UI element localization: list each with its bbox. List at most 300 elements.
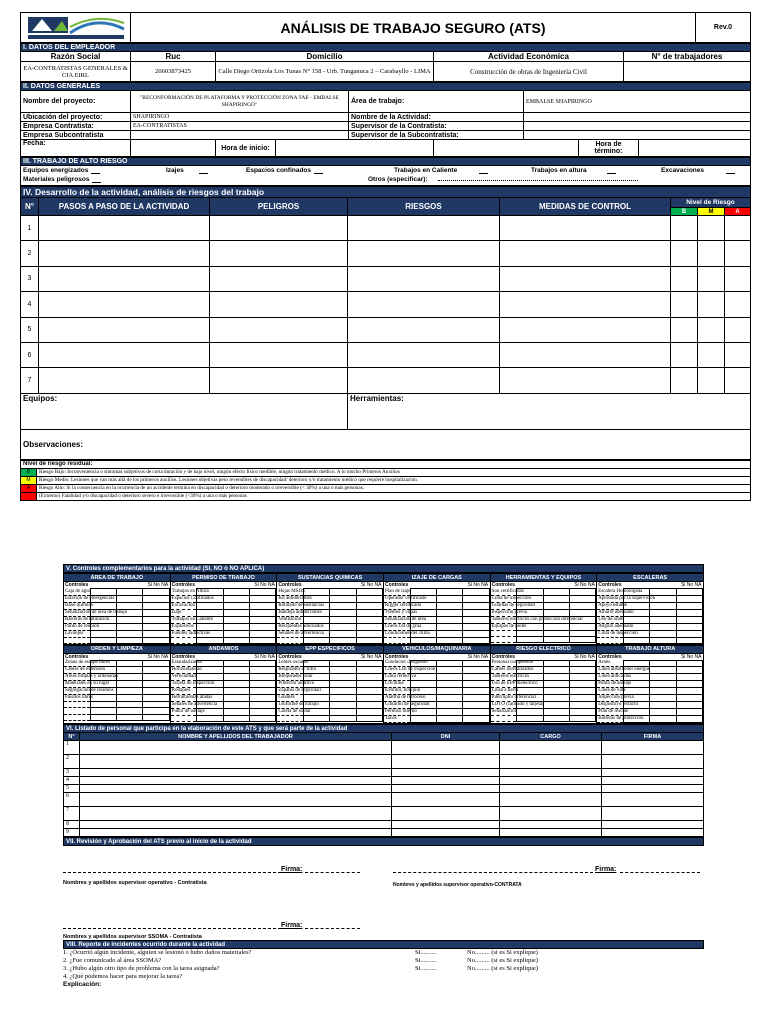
personnel-cell-cargo[interactable]: [500, 741, 602, 755]
control-check-na[interactable]: [356, 630, 382, 637]
control-check-na[interactable]: [356, 709, 382, 716]
control-check-si[interactable]: [90, 602, 116, 609]
control-check-no[interactable]: [223, 709, 249, 716]
control-check-na[interactable]: [463, 709, 489, 716]
control-check-na[interactable]: [250, 630, 276, 637]
explicacion-label[interactable]: Explicación:: [63, 981, 102, 989]
control-check-no[interactable]: [650, 623, 676, 630]
control-check-no[interactable]: [223, 602, 249, 609]
control-check-na[interactable]: [463, 630, 489, 637]
personnel-cell-firma[interactable]: [602, 769, 704, 777]
personnel-cell-dni[interactable]: [392, 777, 500, 785]
control-check-na[interactable]: [463, 623, 489, 630]
control-check-na[interactable]: [356, 688, 382, 695]
personnel-cell-firma[interactable]: [602, 755, 704, 769]
control-check-no[interactable]: [437, 709, 463, 716]
control-check-si[interactable]: [304, 616, 330, 623]
hr-materiales-peligrosos[interactable]: [23, 176, 101, 183]
signature-line-ssoma[interactable]: [63, 928, 281, 929]
control-check-no[interactable]: [650, 667, 676, 674]
control-check-na[interactable]: [676, 716, 702, 723]
risk-cell-nivel-a[interactable]: [725, 216, 751, 241]
control-check-na[interactable]: [356, 595, 382, 602]
control-check-no[interactable]: [223, 716, 249, 722]
checkbox[interactable]: [314, 167, 323, 174]
control-check-na[interactable]: [143, 714, 169, 720]
risk-cell-paso[interactable]: [39, 342, 210, 367]
risk-cell-peligro[interactable]: [210, 266, 348, 291]
control-check-si[interactable]: [624, 616, 650, 623]
control-check-no[interactable]: [330, 702, 356, 709]
control-check-na[interactable]: [356, 695, 382, 702]
risk-cell-nivel-m[interactable]: [698, 317, 725, 342]
personnel-cell-nombre[interactable]: [80, 785, 392, 793]
control-check-no[interactable]: [223, 609, 249, 616]
risk-cell-riesgo[interactable]: [348, 317, 500, 342]
hora-inicio-value[interactable]: [276, 140, 434, 157]
control-check-na[interactable]: [143, 609, 169, 616]
control-check-no[interactable]: [650, 616, 676, 623]
control-check-no[interactable]: [543, 609, 569, 616]
risk-cell-paso[interactable]: [39, 317, 210, 342]
checkbox[interactable]: [91, 167, 100, 174]
control-check-no[interactable]: [330, 695, 356, 702]
personnel-cell-firma[interactable]: [602, 777, 704, 785]
control-check-na[interactable]: [463, 602, 489, 609]
hr-trabajos-caliente[interactable]: [394, 167, 488, 174]
personnel-cell-cargo[interactable]: [500, 755, 602, 769]
control-check-si[interactable]: [90, 695, 116, 702]
hr-excavaciones[interactable]: [661, 167, 735, 174]
control-check-no[interactable]: [437, 602, 463, 609]
control-check-no[interactable]: [223, 674, 249, 681]
control-check-na[interactable]: [463, 688, 489, 695]
personnel-cell-nombre[interactable]: [80, 741, 392, 755]
risk-cell-nivel-m[interactable]: [698, 266, 725, 291]
control-check-na[interactable]: [463, 681, 489, 688]
control-check-no[interactable]: [330, 709, 356, 716]
control-check-no[interactable]: [543, 688, 569, 695]
control-check-no[interactable]: [223, 616, 249, 623]
control-check-si[interactable]: [90, 714, 116, 720]
risk-cell-nivel-a[interactable]: [725, 266, 751, 291]
risk-cell-peligro[interactable]: [210, 342, 348, 367]
control-check-no[interactable]: [543, 695, 569, 702]
control-check-na[interactable]: [250, 623, 276, 630]
personnel-cell-dni[interactable]: [392, 793, 500, 807]
checkbox[interactable]: [92, 176, 101, 183]
control-check-na[interactable]: [250, 688, 276, 695]
actividad-value[interactable]: Construcción de obras de Ingeniería Civil: [434, 62, 624, 82]
control-check-na[interactable]: [143, 688, 169, 695]
control-check-si[interactable]: [517, 688, 543, 695]
firma-line[interactable]: [305, 872, 360, 873]
control-check-no[interactable]: [223, 688, 249, 695]
risk-cell-riesgo[interactable]: [348, 216, 500, 241]
personnel-cell-dni[interactable]: [392, 829, 500, 837]
control-check-si[interactable]: [90, 630, 116, 637]
control-check-na[interactable]: [143, 637, 169, 643]
control-check-na[interactable]: [676, 602, 702, 609]
risk-cell-nivel-a[interactable]: [725, 317, 751, 342]
risk-cell-paso[interactable]: [39, 292, 210, 317]
control-check-no[interactable]: [330, 688, 356, 695]
control-check-no[interactable]: [223, 595, 249, 602]
risk-cell-paso[interactable]: [39, 266, 210, 291]
control-check-na[interactable]: [463, 702, 489, 709]
control-check-no[interactable]: [330, 609, 356, 616]
control-check-no[interactable]: [223, 702, 249, 709]
control-check-no[interactable]: [437, 716, 463, 723]
risk-cell-nivel-b[interactable]: [671, 292, 698, 317]
personnel-cell-cargo[interactable]: [500, 793, 602, 807]
control-check-no[interactable]: [117, 714, 143, 720]
risk-cell-riesgo[interactable]: [348, 368, 500, 393]
control-check-no[interactable]: [330, 637, 356, 643]
control-check-na[interactable]: [143, 616, 169, 623]
risk-cell-nivel-a[interactable]: [725, 342, 751, 367]
risk-cell-peligro[interactable]: [210, 292, 348, 317]
risk-cell-nivel-b[interactable]: [671, 266, 698, 291]
personnel-cell-nombre[interactable]: [80, 793, 392, 807]
risk-cell-riesgo[interactable]: [348, 266, 500, 291]
control-check-na[interactable]: [250, 595, 276, 602]
risk-cell-nivel-m[interactable]: [698, 292, 725, 317]
hr-otros[interactable]: [368, 176, 638, 183]
personnel-cell-cargo[interactable]: [500, 807, 602, 821]
hr-izajes[interactable]: [166, 167, 208, 174]
risk-cell-peligro[interactable]: [210, 368, 348, 393]
control-check-si[interactable]: [624, 688, 650, 695]
otros-field[interactable]: [438, 180, 638, 181]
control-check-no[interactable]: [330, 595, 356, 602]
control-check-si[interactable]: [304, 695, 330, 702]
incident-no-option[interactable]: No......... (si es Si explique): [467, 965, 538, 973]
control-check-no[interactable]: [117, 681, 143, 688]
control-check-si[interactable]: [197, 688, 223, 695]
control-check-na[interactable]: [356, 716, 382, 722]
risk-cell-medida[interactable]: [500, 342, 671, 367]
risk-cell-medida[interactable]: [500, 241, 671, 266]
personnel-cell-cargo[interactable]: [500, 785, 602, 793]
risk-cell-peligro[interactable]: [210, 216, 348, 241]
control-check-na[interactable]: [569, 716, 595, 722]
control-check-si[interactable]: [197, 609, 223, 616]
control-check-no[interactable]: [223, 630, 249, 637]
incident-si-option[interactable]: Si..........: [415, 949, 437, 957]
domicilio-value[interactable]: Calle Diego Ortizola Los Tunas N° 158 - Urb. Tunganuca 2 – Carabayllo - LIMA: [216, 62, 434, 82]
control-check-no[interactable]: [650, 602, 676, 609]
control-check-no[interactable]: [330, 623, 356, 630]
control-check-no[interactable]: [650, 716, 676, 723]
control-check-na[interactable]: [250, 667, 276, 674]
control-check-na[interactable]: [356, 702, 382, 709]
control-check-na[interactable]: [569, 695, 595, 702]
control-check-na[interactable]: [463, 667, 489, 674]
control-check-na[interactable]: [676, 623, 702, 630]
personnel-cell-nombre[interactable]: [80, 829, 392, 837]
control-check-no[interactable]: [117, 637, 143, 643]
personnel-cell-firma[interactable]: [602, 829, 704, 837]
control-check-no[interactable]: [650, 681, 676, 688]
risk-cell-nivel-b[interactable]: [671, 241, 698, 266]
control-check-no[interactable]: [650, 609, 676, 616]
control-check-na[interactable]: [250, 695, 276, 702]
control-check-na[interactable]: [143, 623, 169, 630]
control-check-na[interactable]: [356, 667, 382, 674]
signature-line-contratista[interactable]: [63, 872, 281, 873]
risk-cell-medida[interactable]: [500, 292, 671, 317]
control-check-na[interactable]: [250, 716, 276, 722]
control-check-si[interactable]: [197, 674, 223, 681]
control-check-no[interactable]: [543, 681, 569, 688]
control-check-no[interactable]: [437, 667, 463, 674]
control-check-no[interactable]: [117, 674, 143, 681]
control-check-na[interactable]: [356, 623, 382, 630]
control-check-na[interactable]: [143, 667, 169, 674]
control-check-na[interactable]: [676, 695, 702, 702]
personnel-cell-firma[interactable]: [602, 785, 704, 793]
checkbox[interactable]: [199, 167, 208, 174]
personnel-cell-cargo[interactable]: [500, 829, 602, 837]
control-check-si[interactable]: [410, 637, 436, 643]
control-check-no[interactable]: [650, 695, 676, 702]
control-check-na[interactable]: [250, 602, 276, 609]
control-check-no[interactable]: [437, 688, 463, 695]
control-check-no[interactable]: [437, 674, 463, 681]
personnel-cell-nombre[interactable]: [80, 777, 392, 785]
incident-si-option[interactable]: Si..........: [415, 965, 437, 973]
control-check-na[interactable]: [250, 616, 276, 623]
control-check-no[interactable]: [117, 595, 143, 602]
risk-cell-nivel-m[interactable]: [698, 368, 725, 393]
personnel-cell-dni[interactable]: [392, 807, 500, 821]
control-check-no[interactable]: [330, 716, 356, 722]
control-check-no[interactable]: [117, 630, 143, 637]
control-check-si[interactable]: [517, 636, 543, 642]
control-check-no[interactable]: [437, 616, 463, 623]
risk-cell-nivel-m[interactable]: [698, 241, 725, 266]
personnel-cell-firma[interactable]: [602, 807, 704, 821]
control-check-na[interactable]: [569, 688, 595, 695]
personnel-cell-nombre[interactable]: [80, 821, 392, 829]
hr-trabajos-altura[interactable]: [531, 167, 616, 174]
control-check-no[interactable]: [437, 695, 463, 702]
control-check-no[interactable]: [650, 630, 676, 637]
control-check-no[interactable]: [437, 595, 463, 602]
control-check-no[interactable]: [437, 702, 463, 709]
control-check-na[interactable]: [569, 609, 595, 616]
control-check-na[interactable]: [569, 681, 595, 688]
risk-cell-nivel-b[interactable]: [671, 368, 698, 393]
risk-cell-nivel-b[interactable]: [671, 317, 698, 342]
control-check-na[interactable]: [356, 616, 382, 623]
control-check-no[interactable]: [543, 709, 569, 716]
personnel-cell-dni[interactable]: [392, 785, 500, 793]
risk-cell-paso[interactable]: [39, 368, 210, 393]
incident-no-option[interactable]: No......... (si es Si explique): [467, 957, 538, 965]
control-check-no[interactable]: [437, 681, 463, 688]
personnel-cell-firma[interactable]: [602, 821, 704, 829]
incident-no-option[interactable]: No......... (si es Si explique): [467, 949, 538, 957]
control-check-no[interactable]: [330, 667, 356, 674]
control-check-na[interactable]: [250, 674, 276, 681]
herramientas-label[interactable]: Herramientas:: [348, 393, 751, 429]
control-check-na[interactable]: [569, 667, 595, 674]
trabajadores-value[interactable]: [624, 62, 751, 82]
contratista-value[interactable]: EA-CONTRATISTAS: [131, 122, 349, 131]
risk-cell-nivel-a[interactable]: [725, 292, 751, 317]
control-check-no[interactable]: [543, 602, 569, 609]
control-check-no[interactable]: [650, 637, 676, 643]
control-check-no[interactable]: [223, 667, 249, 674]
risk-cell-paso[interactable]: [39, 216, 210, 241]
control-check-na[interactable]: [356, 681, 382, 688]
subcontratista-value[interactable]: [131, 131, 349, 140]
control-check-na[interactable]: [143, 595, 169, 602]
risk-cell-nivel-a[interactable]: [725, 241, 751, 266]
hora-termino-value[interactable]: [639, 140, 751, 157]
personnel-cell-nombre[interactable]: [80, 807, 392, 821]
control-check-no[interactable]: [117, 695, 143, 702]
control-check-si[interactable]: [197, 623, 223, 630]
incident-si-option[interactable]: Si..........: [415, 957, 437, 965]
personnel-cell-nombre[interactable]: [80, 769, 392, 777]
control-check-no[interactable]: [543, 667, 569, 674]
control-check-si[interactable]: [90, 637, 116, 643]
control-check-na[interactable]: [356, 609, 382, 616]
personnel-cell-dni[interactable]: [392, 769, 500, 777]
control-check-na[interactable]: [676, 637, 702, 643]
control-check-no[interactable]: [117, 667, 143, 674]
personnel-cell-dni[interactable]: [392, 741, 500, 755]
razon-social-value[interactable]: EA-CONTRATISTAS GENERALES & CIA EIRL: [21, 62, 131, 82]
signature-line-contrata[interactable]: [393, 872, 593, 873]
control-check-na[interactable]: [143, 630, 169, 637]
risk-cell-riesgo[interactable]: [348, 342, 500, 367]
control-check-na[interactable]: [676, 709, 702, 716]
hr-equipos-energizados[interactable]: [23, 167, 100, 174]
control-check-no[interactable]: [543, 716, 569, 722]
checkbox[interactable]: [726, 167, 735, 174]
control-check-no[interactable]: [330, 681, 356, 688]
control-check-no[interactable]: [117, 623, 143, 630]
control-check-na[interactable]: [676, 616, 702, 623]
control-check-na[interactable]: [676, 595, 702, 602]
hr-espacios-confinados[interactable]: [246, 167, 323, 174]
firma-line[interactable]: [620, 872, 700, 873]
control-check-na[interactable]: [143, 681, 169, 688]
risk-cell-nivel-m[interactable]: [698, 216, 725, 241]
personnel-cell-cargo[interactable]: [500, 821, 602, 829]
control-check-si[interactable]: [304, 716, 330, 722]
observaciones-label[interactable]: Observaciones:: [21, 429, 751, 459]
control-check-na[interactable]: [143, 674, 169, 681]
control-check-na[interactable]: [463, 595, 489, 602]
control-check-no[interactable]: [650, 702, 676, 709]
personnel-cell-cargo[interactable]: [500, 777, 602, 785]
control-check-si[interactable]: [197, 716, 223, 722]
control-check-no[interactable]: [330, 630, 356, 637]
personnel-cell-firma[interactable]: [602, 741, 704, 755]
risk-cell-medida[interactable]: [500, 368, 671, 393]
control-check-na[interactable]: [569, 602, 595, 609]
control-check-no[interactable]: [650, 709, 676, 716]
risk-cell-peligro[interactable]: [210, 317, 348, 342]
control-check-na[interactable]: [676, 609, 702, 616]
proyecto-value[interactable]: "RECONFORMACIÓN DE PLATAFORMA Y PROTECCIÓN ZONA TAE - EMBALSE SHAPIRINGO": [131, 91, 349, 113]
risk-cell-medida[interactable]: [500, 266, 671, 291]
control-check-na[interactable]: [676, 688, 702, 695]
control-check-no[interactable]: [117, 688, 143, 695]
control-check-no[interactable]: [223, 695, 249, 702]
control-check-na[interactable]: [569, 623, 595, 630]
risk-cell-riesgo[interactable]: [348, 292, 500, 317]
control-check-si[interactable]: [410, 681, 436, 688]
control-check-no[interactable]: [543, 623, 569, 630]
control-check-no[interactable]: [543, 674, 569, 681]
control-check-no[interactable]: [437, 637, 463, 643]
fecha-value[interactable]: [131, 140, 216, 157]
checkbox[interactable]: [479, 167, 488, 174]
control-check-no[interactable]: [223, 637, 249, 643]
control-check-si[interactable]: [624, 602, 650, 609]
control-check-na[interactable]: [143, 695, 169, 702]
control-check-na[interactable]: [676, 667, 702, 674]
control-check-no[interactable]: [650, 688, 676, 695]
risk-cell-nivel-m[interactable]: [698, 342, 725, 367]
ubicacion-value[interactable]: SHAPIRINGO: [131, 113, 349, 122]
control-check-si[interactable]: [197, 602, 223, 609]
control-check-no[interactable]: [330, 602, 356, 609]
control-check-na[interactable]: [250, 609, 276, 616]
personnel-cell-dni[interactable]: [392, 821, 500, 829]
control-check-na[interactable]: [356, 637, 382, 643]
control-check-na[interactable]: [676, 674, 702, 681]
supervisor-value[interactable]: [524, 122, 751, 131]
control-check-na[interactable]: [463, 616, 489, 623]
supervisor-sub-value[interactable]: [524, 131, 751, 140]
control-check-na[interactable]: [463, 716, 489, 723]
control-check-na[interactable]: [250, 709, 276, 716]
control-check-na[interactable]: [463, 695, 489, 702]
ruc-value[interactable]: 20603873425: [131, 62, 216, 82]
control-check-si[interactable]: [517, 716, 543, 722]
control-check-si[interactable]: [517, 709, 543, 716]
risk-cell-nivel-b[interactable]: [671, 216, 698, 241]
risk-cell-medida[interactable]: [500, 317, 671, 342]
control-check-na[interactable]: [569, 595, 595, 602]
control-check-na[interactable]: [463, 609, 489, 616]
control-check-na[interactable]: [143, 602, 169, 609]
control-check-no[interactable]: [543, 702, 569, 709]
control-check-na[interactable]: [676, 681, 702, 688]
control-check-no[interactable]: [437, 609, 463, 616]
control-check-na[interactable]: [250, 681, 276, 688]
equipos-label[interactable]: Equipos:: [21, 393, 348, 429]
control-check-no[interactable]: [117, 602, 143, 609]
control-check-na[interactable]: [250, 637, 276, 643]
control-check-no[interactable]: [223, 623, 249, 630]
actividad-nombre-value[interactable]: [524, 113, 751, 122]
control-check-na[interactable]: [569, 636, 595, 642]
control-check-si[interactable]: [624, 637, 650, 643]
control-check-na[interactable]: [356, 602, 382, 609]
control-check-no[interactable]: [543, 595, 569, 602]
risk-cell-medida[interactable]: [500, 216, 671, 241]
control-check-no[interactable]: [437, 630, 463, 637]
control-check-na[interactable]: [356, 674, 382, 681]
